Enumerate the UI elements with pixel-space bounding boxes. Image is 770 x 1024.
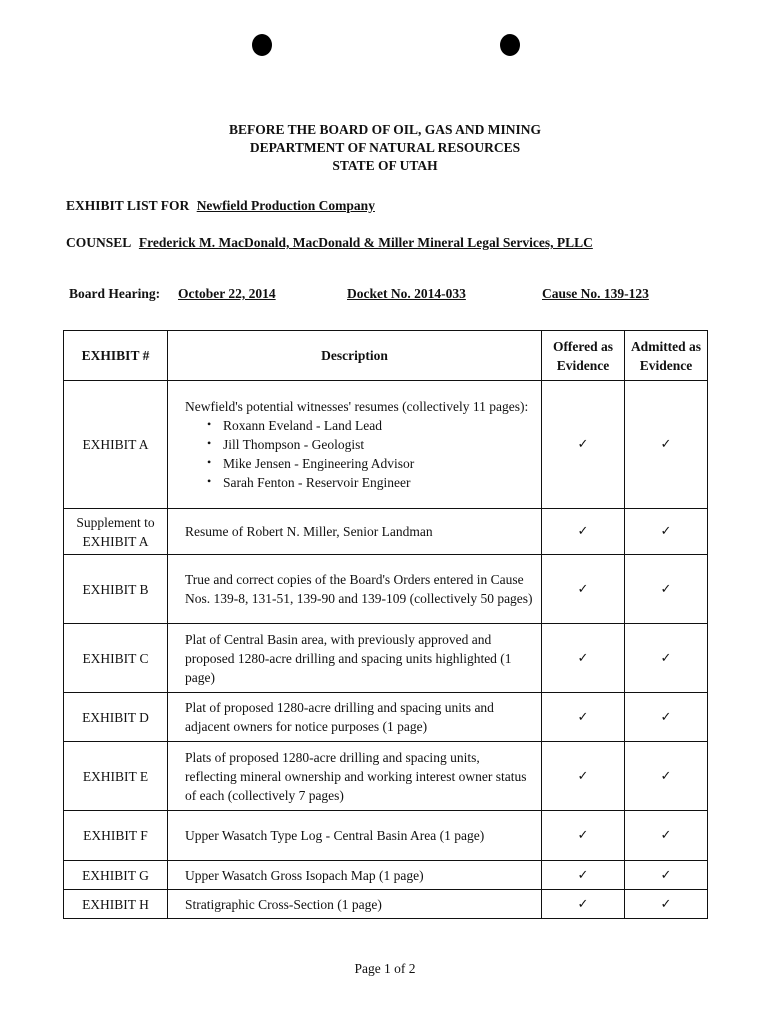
list-item: • Mike Jensen - Engineering Advisor bbox=[223, 454, 533, 473]
admitted-check-icon: ✓ bbox=[625, 811, 708, 861]
admitted-check-icon: ✓ bbox=[625, 381, 708, 509]
table-row bbox=[64, 693, 708, 742]
docket-number: Docket No. 2014-033 bbox=[347, 286, 466, 301]
exhibit-cell: EXHIBIT E bbox=[64, 742, 168, 811]
description-cell bbox=[168, 381, 542, 509]
description-cell: Upper Wasatch Gross Isopach Map (1 page) bbox=[168, 861, 542, 890]
table-row bbox=[64, 509, 708, 555]
punch-hole-right bbox=[500, 34, 520, 56]
offered-check-icon: ✓ bbox=[542, 693, 625, 742]
list-item: • Jill Thompson - Geologist bbox=[223, 435, 533, 454]
punch-hole-left bbox=[252, 34, 272, 56]
exhibit-table bbox=[63, 330, 708, 919]
exhibit-cell: EXHIBIT C bbox=[64, 624, 168, 693]
heading-state: STATE OF UTAH bbox=[332, 158, 438, 173]
header-description: Description bbox=[168, 331, 542, 381]
page-number: Page 1 of 2 bbox=[354, 961, 416, 976]
table-row bbox=[64, 381, 708, 509]
offered-check-icon: ✓ bbox=[542, 509, 625, 555]
exhibit-cell: EXHIBIT G bbox=[64, 861, 168, 890]
offered-check-icon: ✓ bbox=[542, 811, 625, 861]
header-offered: Offered as Evidence bbox=[542, 331, 625, 381]
exhibit-cell: EXHIBIT A bbox=[64, 381, 168, 509]
hearing-date: October 22, 2014 bbox=[178, 286, 276, 301]
cause-number: Cause No. 139-123 bbox=[542, 286, 649, 301]
table-row bbox=[64, 811, 708, 861]
admitted-check-icon: ✓ bbox=[625, 742, 708, 811]
header-exhibit: EXHIBIT # bbox=[64, 331, 168, 381]
offered-check-icon: ✓ bbox=[542, 381, 625, 509]
offered-check-icon: ✓ bbox=[542, 555, 625, 624]
offered-check-icon: ✓ bbox=[542, 624, 625, 693]
table-row bbox=[64, 624, 708, 693]
description-cell: Upper Wasatch Type Log - Central Basin Area (1 page) bbox=[168, 811, 542, 861]
admitted-check-icon: ✓ bbox=[625, 693, 708, 742]
description-cell: Stratigraphic Cross-Section (1 page) bbox=[168, 890, 542, 919]
counsel-name: Frederick M. MacDonald, MacDonald & Miller Mineral Legal Services, PLLC bbox=[138, 235, 593, 250]
heading-board: BEFORE THE BOARD OF OIL, GAS AND MINING bbox=[228, 122, 542, 137]
description-cell: Plat of proposed 1280-acre drilling and spacing units and adjacent owners for notice purposes (1 page) bbox=[168, 693, 542, 742]
admitted-check-icon: ✓ bbox=[625, 861, 708, 890]
exhibit-cell: EXHIBIT H bbox=[64, 890, 168, 919]
heading-department: DEPARTMENT OF NATURAL RESOURCES bbox=[249, 140, 521, 155]
description-text: Newfield's potential witnesses' resumes (collectively 11 pages): bbox=[185, 399, 529, 414]
list-item: • Roxann Eveland - Land Lead bbox=[223, 416, 533, 435]
witness-list bbox=[185, 416, 533, 492]
offered-check-icon: ✓ bbox=[542, 890, 625, 919]
table-row bbox=[64, 861, 708, 890]
exhibit-list-line bbox=[66, 198, 375, 214]
exhibit-cell: EXHIBIT B bbox=[64, 555, 168, 624]
table-row bbox=[64, 742, 708, 811]
admitted-check-icon: ✓ bbox=[625, 890, 708, 919]
table-header-row bbox=[64, 331, 708, 381]
header-admitted: Admitted as Evidence bbox=[625, 331, 708, 381]
description-cell: Plats of proposed 1280-acre drilling and spacing units, reflecting mineral ownership and working interest owner status of each (collectively 7 pages) bbox=[168, 742, 542, 811]
exhibit-cell: EXHIBIT D bbox=[64, 693, 168, 742]
counsel-label: COUNSEL bbox=[66, 235, 131, 250]
document-heading bbox=[0, 121, 770, 175]
board-hearing-label: Board Hearing: bbox=[69, 286, 161, 301]
exhibit-cell: Supplement to EXHIBIT A bbox=[64, 509, 168, 555]
counsel-line bbox=[66, 235, 593, 251]
offered-check-icon: ✓ bbox=[542, 861, 625, 890]
admitted-check-icon: ✓ bbox=[625, 509, 708, 555]
table-row bbox=[64, 555, 708, 624]
description-cell: Plat of Central Basin area, with previously approved and proposed 1280-acre drilling and spacing units highlighted (1 page) bbox=[168, 624, 542, 693]
exhibit-cell: EXHIBIT F bbox=[64, 811, 168, 861]
description-cell: True and correct copies of the Board's Orders entered in Cause Nos. 139-8, 131-51, 139-90 and 139-109 (collectively 50 pages) bbox=[168, 555, 542, 624]
admitted-check-icon: ✓ bbox=[625, 624, 708, 693]
admitted-check-icon: ✓ bbox=[625, 555, 708, 624]
offered-check-icon: ✓ bbox=[542, 742, 625, 811]
exhibit-list-label: EXHIBIT LIST FOR bbox=[66, 198, 190, 213]
list-item: • Sarah Fenton - Reservoir Engineer bbox=[223, 473, 533, 492]
company-name: Newfield Production Company bbox=[196, 198, 375, 213]
description-cell: Resume of Robert N. Miller, Senior Landman bbox=[168, 509, 542, 555]
table-row bbox=[64, 890, 708, 919]
